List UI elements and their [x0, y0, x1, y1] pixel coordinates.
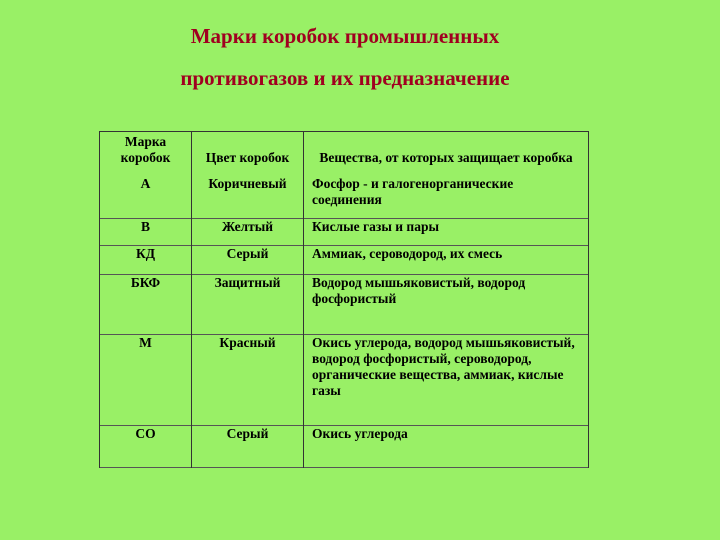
- cell-substances: Водород мышьяковистый, водород фосфористый: [304, 275, 589, 335]
- cell-substances: Окись углерода: [304, 426, 589, 468]
- cell-mark: СО: [100, 426, 192, 468]
- page-title-line-1: Марки коробок промышленных: [190, 24, 500, 48]
- table-header-row: [100, 132, 589, 176]
- cell-mark: В: [100, 219, 192, 246]
- cell-substances: Фосфор - и галогенорганические соединения: [304, 176, 589, 219]
- table-row: [100, 275, 589, 335]
- cell-mark: А: [100, 176, 192, 219]
- header-mark: Марка коробок: [100, 132, 192, 176]
- header-color: Цвет коробок: [192, 132, 304, 176]
- cell-color: Желтый: [192, 219, 304, 246]
- table-row: [100, 176, 589, 219]
- table-row: [100, 426, 589, 468]
- cell-color: Серый: [192, 246, 304, 275]
- cell-substances: Аммиак, сероводород, их смесь: [304, 246, 589, 275]
- cell-color: Красный: [192, 335, 304, 426]
- gas-mask-boxes-table: [99, 131, 589, 468]
- cell-substances: Кислые газы и пары: [304, 219, 589, 246]
- cell-color: Серый: [192, 426, 304, 468]
- cell-color: Коричневый: [192, 176, 304, 219]
- table-row: [100, 219, 589, 246]
- page-title-line-2: противогазов и их предназначение: [180, 66, 510, 90]
- cell-mark: КД: [100, 246, 192, 275]
- cell-mark: М: [100, 335, 192, 426]
- header-substances: Вещества, от которых защищает коробка: [304, 132, 589, 176]
- cell-color: Защитный: [192, 275, 304, 335]
- cell-substances: Окись углерода, водород мышьяковистый, водород фосфористый, сероводород, органические вещества, аммиак, кислые газы: [304, 335, 589, 426]
- cell-mark: БКФ: [100, 275, 192, 335]
- table-row: [100, 246, 589, 275]
- table-row: [100, 335, 589, 426]
